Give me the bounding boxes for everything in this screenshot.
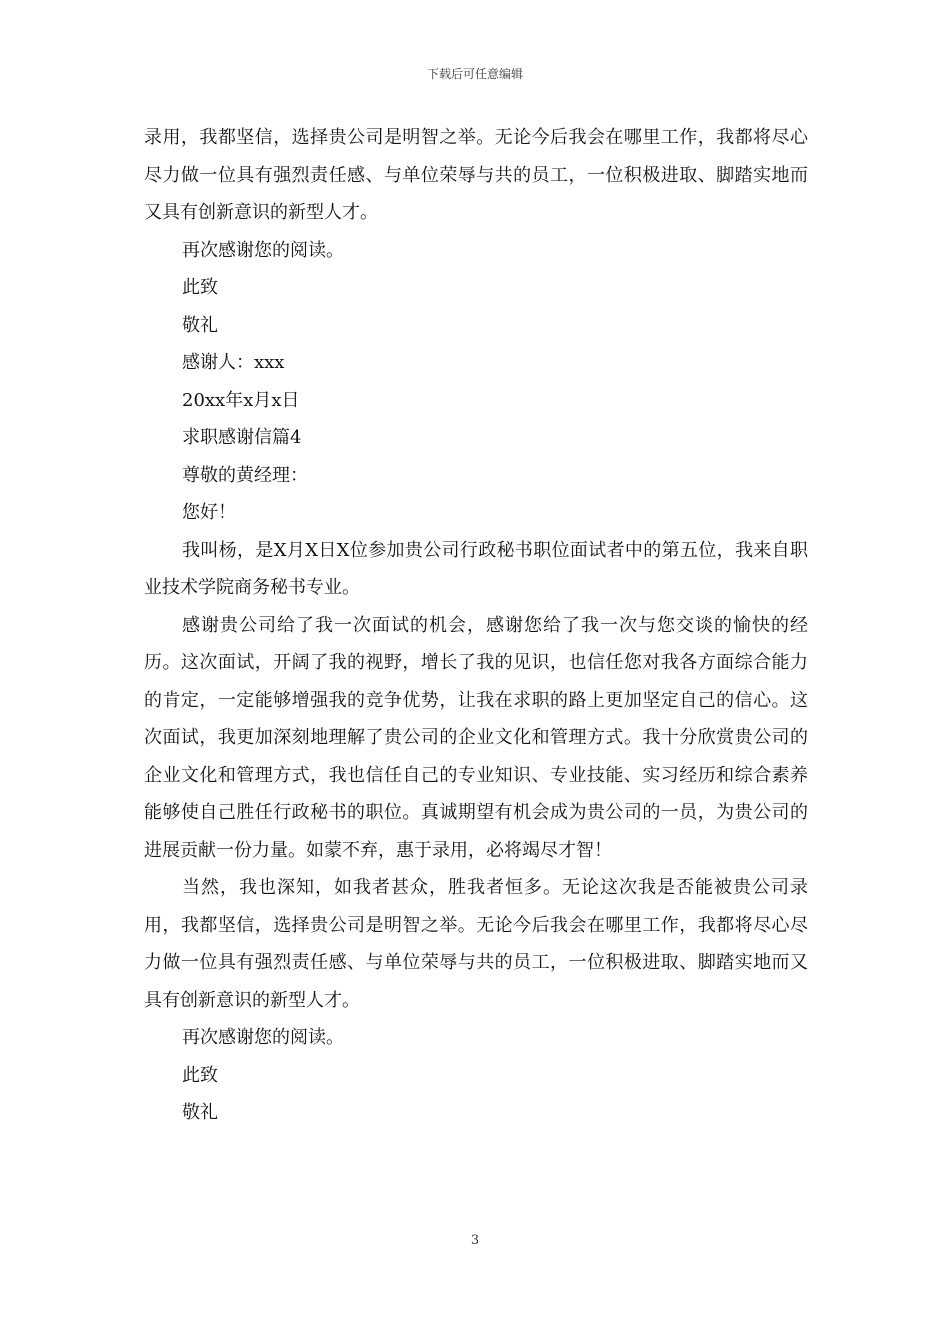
page-number: 3	[470, 1233, 480, 1248]
paragraph-body-conclusion: 当然，我也深知，如我者甚众，胜我者恒多。无论这次我是否能被贵公司录用，我都坚信，选择贵公司是明智之举。无论今后我会在哪里工作，我都将尽心尽力做一位具有强烈责任感、与单位荣辱与共的员工，一位积极进取、脚踏实地而又具有创新意识的新型人才。	[144, 877, 808, 1011]
page-header: 下载后可任意编辑	[426, 67, 523, 81]
paragraph-closing: 此致	[182, 277, 218, 298]
paragraph-salute: 敬礼	[182, 314, 218, 336]
paragraph-signature: 感谢人：xxx	[182, 352, 285, 373]
paragraph-greeting: 您好！	[182, 502, 236, 523]
paragraph-closing-2: 此致	[182, 1064, 218, 1086]
paragraph-intro: 我叫杨，是X月X日X位参加贵公司行政秘书职位面试者中的第五位，我来自职业技术学院商务秘书专业。	[144, 539, 808, 598]
paragraph-continuation: 录用，我都坚信，选择贵公司是明智之举。无论今后我会在哪里工作，我都将尽心尽力做一位具有强烈责任感、与单位荣辱与共的员工，一位积极进取、脚踏实地而又具有创新意识的新型人才。	[144, 127, 808, 223]
section-title: 求职感谢信篇4	[182, 427, 302, 448]
paragraph-date: 20xx年x月x日	[182, 389, 300, 411]
document-body	[144, 119, 808, 1132]
paragraph-greeting-recipient: 尊敬的黄经理：	[182, 464, 308, 486]
paragraph-salute-2: 敬礼	[182, 1102, 218, 1123]
paragraph-thanks: 再次感谢您的阅读。	[182, 239, 344, 261]
paragraph-body-main: 感谢贵公司给了我一次面试的机会，感谢您给了我一次与您交谈的愉快的经历。这次面试，开阔了我的视野，增长了我的见识，也信任您对我各方面综合能力的肯定，一定能够增强我的竞争优势，让我在求职的路上更加坚定自己的信心。这次面试，我更加深刻地理解了贵公司的企业文化和管理方式。我十分欣赏贵公司的企业文化和管理方式，我也信任自己的专业知识、专业技能、实习经历和综合素养能够使自己胜任行政秘书的职位。真诚期望有机会成为贵公司的一员，为贵公司的进展贡献一份力量。如蒙不弃，惠于录用，必将竭尽才智！	[144, 614, 808, 861]
paragraph-thanks-2: 再次感谢您的阅读。	[182, 1027, 344, 1048]
